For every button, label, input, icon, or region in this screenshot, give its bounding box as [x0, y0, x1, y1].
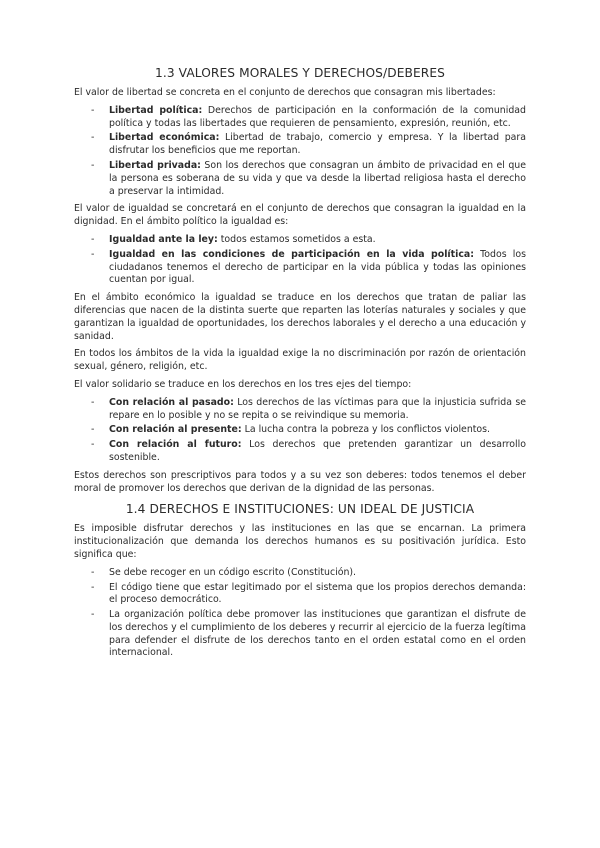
- bullet-dash: -: [91, 424, 95, 436]
- list-item: [74, 234, 526, 247]
- paragraph-solidario-intro: El valor solidario se traduce en los derechos en los tres ejes del tiempo:: [74, 378, 412, 390]
- list-item: [74, 424, 526, 437]
- list-item: [74, 609, 526, 660]
- list-item-term: Con relación al presente:: [109, 424, 242, 436]
- bullet-dash: -: [91, 132, 95, 144]
- bullet-dash: -: [91, 439, 95, 451]
- list-item-text: Son los derechos que consagran un ámbito de privacidad en el que la persona es soberana de su vida y que va desde la libertad religiosa hasta el derecho a preservar la intimidad.: [109, 159, 526, 197]
- paragraph-deberes: Estos derechos son prescriptivos para todos y a su vez son deberes: todos tenemos el deber moral de promover los derechos que derivan de la dignidad de las personas.: [74, 469, 526, 494]
- list-item-text: Se debe recoger en un código escrito (Constitución).: [109, 566, 357, 578]
- section-heading-1-4: 1.4 DERECHOS E INSTITUCIONES: UN IDEAL DE JUSTICIA: [125, 502, 475, 517]
- list-item-term: Igualdad ante la ley:: [109, 233, 218, 245]
- bullet-dash: -: [91, 581, 95, 593]
- bullet-dash: -: [91, 609, 95, 621]
- list-item-term: Con relación al futuro:: [109, 439, 242, 451]
- bullet-dash: -: [91, 159, 95, 171]
- bullet-dash: -: [91, 104, 95, 116]
- list-item-term: Con relación al pasado:: [109, 396, 234, 408]
- instituciones-list: [74, 567, 526, 661]
- list-item-text: Libertad de trabajo, comercio y empresa. Y la libertad para disfrutar los beneficios que me reportan.: [109, 132, 527, 157]
- list-item-text: Derechos de participación en la conformación de la comunidad política y todas las libertades que requieren de pensamiento, expresión, reunión, etc.: [109, 104, 526, 129]
- list-item: [74, 249, 526, 287]
- paragraph-igualdad-economica: En el ámbito económico la igualdad se traduce en los derechos que tratan de paliar las diferencias que nacen de la distinta suerte que reparten las loterías naturales y sociales y que garantizan la igualdad de oportunidades, los derechos laborales y el derecho a una educación y sanidad.: [74, 292, 526, 342]
- list-item-term: Libertad económica:: [109, 132, 220, 144]
- bullet-dash: -: [91, 233, 95, 245]
- paragraph-no-discriminacion: En todos los ámbitos de la vida la igualdad exige la no discriminación por razón de orientación sexual, género, religión, etc.: [74, 348, 526, 373]
- section-heading-1-3: 1.3 VALORES MORALES Y DERECHOS/DEBERES: [155, 66, 445, 80]
- bullet-dash: -: [91, 566, 95, 578]
- list-item-text: Los derechos de las víctimas para que la injusticia sufrida se repare en lo posible y no se repita o se reivindique su memoria.: [109, 396, 526, 421]
- list-item: [74, 582, 526, 608]
- list-item: [74, 132, 526, 158]
- list-item: [74, 439, 526, 465]
- libertad-list: [74, 105, 526, 199]
- paragraph-libertad-intro: El valor de libertad se concreta en el conjunto de derechos que consagran mis libertades:: [74, 87, 496, 98]
- list-item: [74, 567, 526, 580]
- paragraph-instituciones-intro: Es imposible disfrutar derechos y las instituciones en las que se encarnan. La primera institucionalización que demanda los derechos humanos es su positivación jurídica. Esto significa que:: [74, 523, 526, 560]
- list-item: [74, 105, 526, 131]
- list-item-text: todos estamos sometidos a esta.: [217, 233, 376, 245]
- list-item-term: Libertad privada:: [109, 159, 201, 171]
- list-item: [74, 160, 526, 198]
- list-item-text: Los derechos que pretenden garantizar un desarrollo sostenible.: [109, 439, 526, 463]
- list-item-text: La lucha contra la pobreza y los conflictos violentos.: [241, 424, 491, 436]
- list-item-text: Todos los ciudadanos tenemos el derecho de participar en la vida pública y todas las opiniones cuentan por igual.: [109, 248, 526, 286]
- bullet-dash: -: [91, 396, 95, 408]
- list-item-text: La organización política debe promover las instituciones que garantizan el disfrute de los derechos y el cumplimiento de los deberes y recurrir al ejercicio de la fuerza legítima para defender el disfrute de los derechos tanto en el orden estatal como en el orden internacional.: [109, 609, 526, 659]
- list-item-text: El código tiene que estar legitimado por el sistema que los propios derechos demanda: el proceso democrático.: [109, 581, 526, 606]
- list-item: [74, 397, 526, 423]
- list-item-term: Libertad política:: [109, 104, 203, 116]
- paragraph-igualdad-intro: El valor de igualdad se concretará en el conjunto de derechos que consagran la igualdad en la dignidad. En el ámbito político la igualdad es:: [74, 203, 526, 228]
- solidario-list: [74, 397, 526, 465]
- list-item-term: Igualdad en las condiciones de participación en la vida política:: [109, 248, 474, 260]
- bullet-dash: -: [91, 248, 95, 260]
- igualdad-list: [74, 234, 526, 287]
